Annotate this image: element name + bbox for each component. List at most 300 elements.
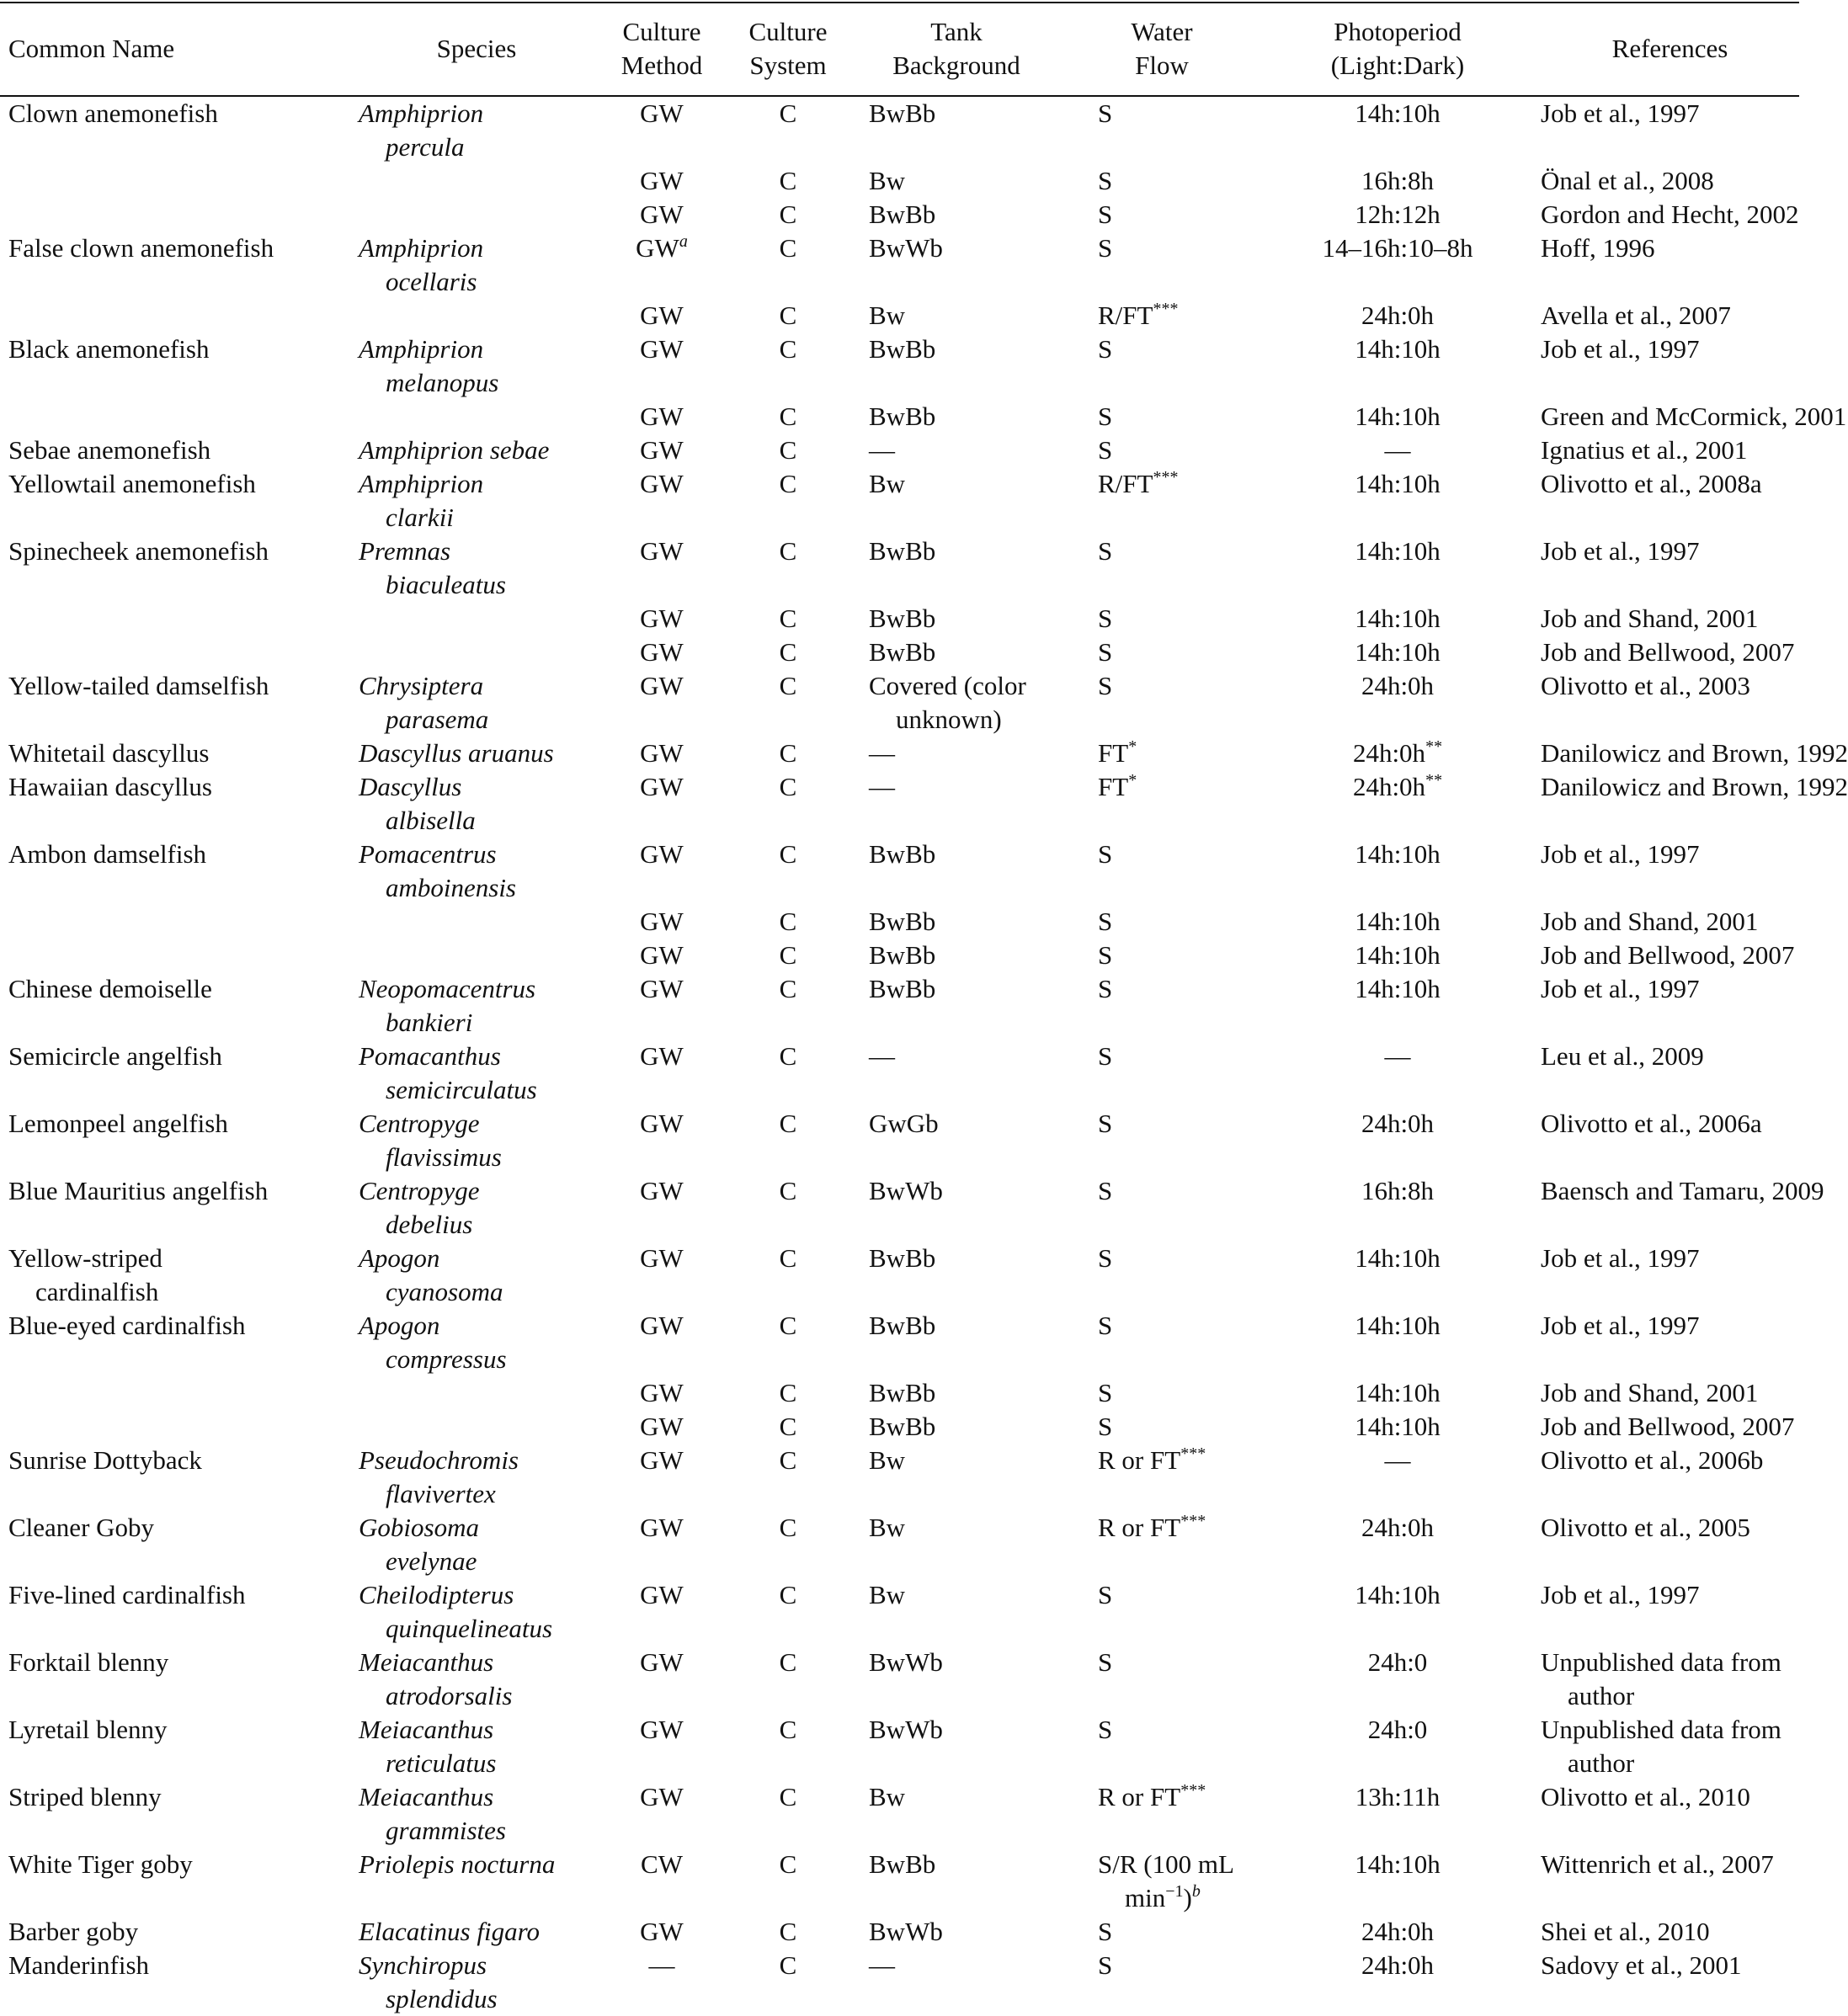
culture-method-text: GW	[640, 1109, 684, 1138]
species-text-line2: amboinensis	[386, 873, 516, 902]
species-text-line2: evelynae	[386, 1546, 477, 1576]
culture-method-text: GW	[640, 1580, 684, 1609]
table-row	[0, 198, 1808, 231]
cell-common-name	[0, 1780, 354, 1848]
tank-background-text: BwBb	[869, 637, 936, 667]
culture-method-text: GW	[640, 301, 684, 330]
tank-background-wrap	[869, 1410, 1061, 1444]
cell-photoperiod	[1263, 737, 1532, 770]
table-row	[0, 636, 1808, 669]
species-text-line2: albisella	[386, 806, 476, 835]
common-name-text: Manderinfish	[8, 1950, 150, 1980]
cell-species	[354, 198, 599, 231]
common-name-text: False clown anemonefish	[8, 233, 274, 263]
table-row	[0, 1511, 1808, 1578]
cell-water-flow	[1061, 1309, 1263, 1376]
photoperiod-text: —	[1384, 1445, 1411, 1475]
photoperiod-text: 24h:0h	[1352, 738, 1426, 768]
cell-photoperiod	[1263, 231, 1532, 299]
common-name-text: Striped blenny	[8, 1782, 162, 1811]
cell-water-flow	[1061, 1444, 1263, 1511]
cell-culture-system	[724, 1040, 852, 1107]
cell-culture-method	[599, 1174, 724, 1242]
photoperiod-text: 14h:10h	[1355, 940, 1441, 970]
water-flow-text: S	[1098, 1243, 1113, 1273]
culture-method-text: GW	[640, 1917, 684, 1946]
cell-culture-system	[724, 1444, 852, 1511]
common-name-text: Sunrise Dottyback	[8, 1445, 202, 1475]
header-water-flow-line1: Water	[1131, 16, 1193, 46]
photoperiod-text: 14h:10h	[1355, 469, 1441, 498]
tank-background-text: Bw	[869, 469, 906, 498]
references-text: Job and Shand, 2001	[1541, 1378, 1759, 1407]
references-wrap	[1541, 770, 1848, 804]
references-text: Unpublished data from	[1541, 1647, 1781, 1677]
common-name-wrap	[8, 1107, 354, 1141]
cell-species	[354, 1376, 599, 1410]
cell-culture-system	[724, 164, 852, 198]
water-flow-text: R or FT	[1098, 1513, 1181, 1542]
species-text-line2: flavissimus	[386, 1142, 502, 1172]
cell-tank-background	[852, 1040, 1061, 1107]
cell-common-name	[0, 1646, 354, 1713]
common-name-wrap	[8, 467, 354, 501]
cell-culture-system	[724, 332, 852, 400]
references-text: Job and Bellwood, 2007	[1541, 940, 1795, 970]
cell-tank-background	[852, 299, 1061, 332]
species-text: Centropyge	[359, 1109, 480, 1138]
tank-background-wrap	[869, 1646, 1061, 1679]
cell-species	[354, 400, 599, 434]
cell-references	[1532, 1040, 1808, 1107]
tank-background-text: —	[869, 772, 895, 801]
cell-species	[354, 1915, 599, 1949]
table-row	[0, 1780, 1808, 1848]
cell-water-flow	[1061, 535, 1263, 602]
header-species-text: Species	[436, 33, 517, 63]
tank-background-text: —	[869, 1041, 895, 1071]
species-text: Apogon	[359, 1311, 440, 1340]
header-culture-method-line2: Method	[620, 50, 703, 80]
cell-photoperiod	[1263, 1444, 1532, 1511]
species-text: Meiacanthus	[359, 1647, 494, 1677]
cell-water-flow	[1061, 467, 1263, 535]
water-flow-text: S	[1098, 604, 1113, 633]
references-wrap	[1541, 535, 1808, 568]
water-flow-line1	[1098, 1444, 1263, 1477]
cell-photoperiod	[1263, 636, 1532, 669]
cell-common-name	[0, 838, 354, 905]
species-wrap	[359, 1949, 599, 2016]
cell-culture-system	[724, 434, 852, 467]
cell-culture-method	[599, 1780, 724, 1848]
cell-photoperiod	[1263, 770, 1532, 838]
cell-species	[354, 164, 599, 198]
cell-tank-background	[852, 400, 1061, 434]
cell-species	[354, 972, 599, 1040]
cell-species	[354, 1444, 599, 1511]
references-wrap	[1541, 1309, 1808, 1343]
water-flow-text: R or FT	[1098, 1782, 1181, 1811]
cell-tank-background	[852, 1309, 1061, 1376]
cell-culture-system	[724, 1949, 852, 2016]
water-flow-text-line2: min	[1125, 1883, 1166, 1912]
table-row	[0, 905, 1808, 939]
cell-water-flow	[1061, 602, 1263, 636]
tank-background-text: BwWb	[869, 233, 943, 263]
common-name-text: Black anemonefish	[8, 334, 210, 364]
table-row	[0, 1578, 1808, 1646]
cell-species	[354, 97, 599, 164]
cell-references	[1532, 1444, 1808, 1511]
water-flow-text: S	[1098, 839, 1113, 869]
water-flow-text: S	[1098, 402, 1113, 431]
species-text-line2: clarkii	[386, 503, 454, 532]
cell-culture-method	[599, 164, 724, 198]
common-name-wrap	[8, 1174, 354, 1208]
tank-background-text: —	[869, 738, 895, 768]
references-text: Hoff, 1996	[1541, 233, 1655, 263]
cell-culture-system	[724, 1107, 852, 1174]
culture-method-text: GW	[640, 772, 684, 801]
water-flow-text: FT	[1098, 738, 1129, 768]
header-culture-system	[724, 0, 852, 97]
cell-species	[354, 1848, 599, 1915]
species-text: Chrysiptera	[359, 671, 484, 700]
water-flow-line1	[1098, 299, 1263, 332]
cell-culture-method	[599, 1915, 724, 1949]
references-text: Ignatius et al., 2001	[1541, 435, 1748, 465]
cell-culture-system	[724, 972, 852, 1040]
species-text-line2: debelius	[386, 1210, 473, 1239]
culture-method-text: GW	[640, 1782, 684, 1811]
cell-references	[1532, 231, 1808, 299]
cell-references	[1532, 1713, 1808, 1780]
common-name-text: Yellowtail anemonefish	[8, 469, 256, 498]
cell-tank-background	[852, 669, 1061, 737]
culture-system-text: C	[779, 1513, 797, 1542]
tank-background-wrap	[869, 198, 1061, 231]
common-name-wrap	[8, 332, 354, 366]
cell-common-name	[0, 1410, 354, 1444]
species-text-line2: reticulatus	[386, 1748, 497, 1778]
cell-references	[1532, 1174, 1824, 1242]
photoperiod-text: 13h:11h	[1355, 1782, 1441, 1811]
species-text: Premnas	[359, 536, 451, 566]
cell-culture-system	[724, 535, 852, 602]
cell-references	[1532, 97, 1808, 164]
cell-common-name	[0, 1174, 354, 1242]
header-references-text: References	[1611, 33, 1728, 63]
header-culture-method-line1: Culture	[622, 16, 701, 46]
cell-references	[1532, 1309, 1808, 1376]
references-wrap	[1541, 972, 1808, 1006]
cell-culture-system	[724, 838, 852, 905]
table-row	[0, 737, 1808, 770]
cell-species	[354, 299, 599, 332]
culture-system-text: C	[779, 301, 797, 330]
cell-water-flow	[1061, 1578, 1263, 1646]
tank-background-wrap	[869, 97, 1061, 130]
tank-background-text: BwBb	[869, 1243, 936, 1273]
cell-photoperiod	[1263, 332, 1532, 400]
table-row	[0, 669, 1808, 737]
cell-culture-system	[724, 669, 852, 737]
photoperiod-text: 24h:0	[1367, 1715, 1428, 1744]
references-wrap	[1541, 1040, 1808, 1073]
cell-water-flow	[1061, 1780, 1263, 1848]
cell-species	[354, 905, 599, 939]
cell-tank-background	[852, 1780, 1061, 1848]
cell-culture-system	[724, 400, 852, 434]
tank-background-wrap	[869, 535, 1061, 568]
species-wrap	[359, 737, 599, 770]
culture-method-text: GW	[640, 536, 684, 566]
water-flow-line1	[1098, 939, 1263, 972]
species-wrap	[359, 1511, 599, 1578]
water-flow-line1	[1098, 1511, 1263, 1545]
references-wrap	[1541, 838, 1808, 871]
water-flow-text: S	[1098, 940, 1113, 970]
cell-references	[1532, 1242, 1808, 1309]
photoperiod-text: 24h:0h	[1361, 1109, 1435, 1138]
cell-references	[1532, 1949, 1808, 2016]
cell-tank-background	[852, 972, 1061, 1040]
common-name-wrap	[8, 1040, 354, 1073]
references-wrap	[1541, 737, 1848, 770]
cell-culture-system	[724, 1242, 852, 1309]
species-wrap	[359, 535, 599, 602]
photoperiod-text: 14h:10h	[1355, 536, 1441, 566]
common-name-text: Cleaner Goby	[8, 1513, 155, 1542]
tank-background-wrap	[869, 1949, 1061, 1982]
species-text-line2: quinquelineatus	[386, 1614, 553, 1643]
table-row	[0, 1949, 1808, 2016]
tank-background-text: BwBb	[869, 199, 936, 229]
cell-water-flow	[1061, 972, 1263, 1040]
photoperiod-text: 14h:10h	[1355, 907, 1441, 936]
cell-references	[1532, 1646, 1808, 1713]
common-name-text: Blue-eyed cardinalfish	[8, 1311, 246, 1340]
tank-background-wrap	[869, 1713, 1061, 1747]
species-text: Dascyllus aruanus	[359, 738, 554, 768]
cell-species	[354, 939, 599, 972]
water-flow-text: R/FT	[1098, 301, 1153, 330]
common-name-wrap	[8, 1309, 354, 1343]
cell-tank-background	[852, 1444, 1061, 1511]
cell-culture-system	[724, 1848, 852, 1915]
water-flow-text: S	[1098, 974, 1113, 1003]
references-text: Önal et al., 2008	[1541, 166, 1714, 195]
cell-references	[1532, 972, 1808, 1040]
cell-common-name	[0, 467, 354, 535]
cell-common-name	[0, 669, 354, 737]
culture-method-text: GW	[640, 940, 684, 970]
water-flow-line1	[1098, 1174, 1263, 1208]
culture-method-text: GW	[640, 1378, 684, 1407]
culture-method-text: GW	[640, 671, 684, 700]
cell-species	[354, 636, 599, 669]
common-name-text: Hawaiian dascyllus	[8, 772, 212, 801]
water-flow-line1	[1098, 467, 1263, 501]
table-row	[0, 1174, 1808, 1242]
species-text: Amphiprion sebae	[359, 435, 550, 465]
tank-background-text: —	[869, 1950, 895, 1980]
cell-common-name	[0, 1376, 354, 1410]
references-wrap	[1541, 939, 1808, 972]
references-text: Job et al., 1997	[1541, 839, 1700, 869]
references-wrap	[1541, 669, 1808, 703]
cell-photoperiod	[1263, 1242, 1532, 1309]
common-name-wrap	[8, 770, 354, 804]
species-wrap	[359, 97, 599, 164]
species-text: Priolepis nocturna	[359, 1849, 556, 1879]
cell-species	[354, 1511, 599, 1578]
table-row	[0, 1242, 1808, 1309]
water-flow-text: S	[1098, 233, 1113, 263]
tank-background-wrap	[869, 1107, 1061, 1141]
culture-system-text: C	[779, 637, 797, 667]
cell-tank-background	[852, 636, 1061, 669]
references-wrap	[1541, 602, 1808, 636]
table-row	[0, 1848, 1808, 1915]
culture-system-text: C	[779, 233, 797, 263]
cell-culture-system	[724, 1646, 852, 1713]
cell-culture-method	[599, 1040, 724, 1107]
references-text: Shei et al., 2010	[1541, 1917, 1710, 1946]
culture-system-text: C	[779, 1917, 797, 1946]
cell-culture-method	[599, 1646, 724, 1713]
tank-background-wrap	[869, 1848, 1061, 1881]
references-wrap	[1541, 1713, 1808, 1780]
cell-tank-background	[852, 939, 1061, 972]
references-text: Job et al., 1997	[1541, 1243, 1700, 1273]
water-flow-line1	[1098, 1410, 1263, 1444]
water-flow-line1	[1098, 332, 1263, 366]
culture-method-text: GW	[640, 1513, 684, 1542]
cell-common-name	[0, 535, 354, 602]
common-name-wrap	[8, 1511, 354, 1545]
photoperiod-text: 14h:10h	[1355, 1580, 1441, 1609]
culture-method-text: GW	[640, 166, 684, 195]
cell-water-flow	[1061, 97, 1263, 164]
cell-photoperiod	[1263, 299, 1532, 332]
water-flow-text: S	[1098, 166, 1113, 195]
water-flow-text: S	[1098, 435, 1113, 465]
cell-culture-method	[599, 838, 724, 905]
species-wrap	[359, 1107, 599, 1174]
cell-culture-system	[724, 737, 852, 770]
water-flow-line1	[1098, 1578, 1263, 1612]
cell-species	[354, 434, 599, 467]
culture-method-text: GW	[640, 334, 684, 364]
cell-photoperiod	[1263, 1646, 1532, 1713]
cell-species	[354, 1578, 599, 1646]
cell-water-flow	[1061, 1376, 1263, 1410]
tank-background-wrap	[869, 1242, 1061, 1275]
cell-references	[1532, 838, 1808, 905]
references-wrap	[1541, 231, 1808, 265]
common-name-text: Whitetail dascyllus	[8, 738, 210, 768]
tank-background-text: BwBb	[869, 907, 936, 936]
water-flow-text: S	[1098, 98, 1113, 128]
cell-references	[1532, 1780, 1808, 1848]
header-tank-background-line1: Tank	[930, 16, 983, 46]
photoperiod-text: —	[1384, 435, 1411, 465]
photoperiod-text: 14h:10h	[1355, 334, 1441, 364]
photoperiod-text: 24h:0h	[1361, 1950, 1435, 1980]
cell-water-flow	[1061, 1040, 1263, 1107]
table-row	[0, 1410, 1808, 1444]
cell-species	[354, 737, 599, 770]
header-species	[354, 0, 599, 97]
tank-background-text: BwWb	[869, 1715, 943, 1744]
water-flow-footnote: ***	[1153, 300, 1179, 318]
culture-system-text: C	[779, 1849, 797, 1879]
references-text: Job and Shand, 2001	[1541, 907, 1759, 936]
table-row	[0, 164, 1808, 198]
references-text: Olivotto et al., 2010	[1541, 1782, 1750, 1811]
table-row	[0, 602, 1808, 636]
species-text-line2: grammistes	[386, 1816, 506, 1845]
species-wrap	[359, 332, 599, 400]
photoperiod-text: 24h:0h	[1361, 671, 1435, 700]
culture-method-text: GW	[640, 839, 684, 869]
species-text: Meiacanthus	[359, 1782, 494, 1811]
cell-tank-background	[852, 535, 1061, 602]
culture-system-text: C	[779, 1580, 797, 1609]
species-wrap	[359, 1578, 599, 1646]
water-flow-text: S	[1098, 637, 1113, 667]
species-text: Apogon	[359, 1243, 440, 1273]
common-name-text: Chinese demoiselle	[8, 974, 212, 1003]
cell-photoperiod	[1263, 905, 1532, 939]
species-text: Elacatinus figaro	[359, 1917, 540, 1946]
tank-background-text: Bw	[869, 1513, 906, 1542]
table-row	[0, 1107, 1808, 1174]
references-wrap	[1541, 1949, 1808, 1982]
tank-background-text: Bw	[869, 166, 906, 195]
header-common-name	[0, 0, 354, 97]
culture-system-text: C	[779, 1782, 797, 1811]
cell-references	[1532, 1578, 1808, 1646]
species-wrap	[359, 467, 599, 535]
cell-photoperiod	[1263, 1107, 1532, 1174]
culture-method-text: GW	[640, 402, 684, 431]
tank-background-wrap	[869, 1174, 1061, 1208]
species-wrap	[359, 1646, 599, 1713]
water-flow-text-tail: )	[1183, 1883, 1192, 1912]
culture-method-text: GW	[640, 1041, 684, 1071]
references-text: Olivotto et al., 2008a	[1541, 469, 1762, 498]
table-row	[0, 535, 1808, 602]
culture-system-text: C	[779, 402, 797, 431]
cell-references	[1532, 535, 1808, 602]
header-photoperiod-line2: (Light:Dark)	[1330, 50, 1465, 80]
cell-culture-system	[724, 1309, 852, 1376]
table-header	[0, 0, 1808, 97]
table-row	[0, 332, 1808, 400]
cell-culture-method	[599, 770, 724, 838]
cell-species	[354, 1107, 599, 1174]
common-name-text: Lemonpeel angelfish	[8, 1109, 228, 1138]
water-flow-line1	[1098, 535, 1263, 568]
cell-culture-method	[599, 1309, 724, 1376]
common-name-wrap	[8, 231, 354, 265]
cell-tank-background	[852, 1848, 1061, 1915]
culture-method-text: GW	[640, 738, 684, 768]
tank-background-wrap	[869, 770, 1061, 804]
